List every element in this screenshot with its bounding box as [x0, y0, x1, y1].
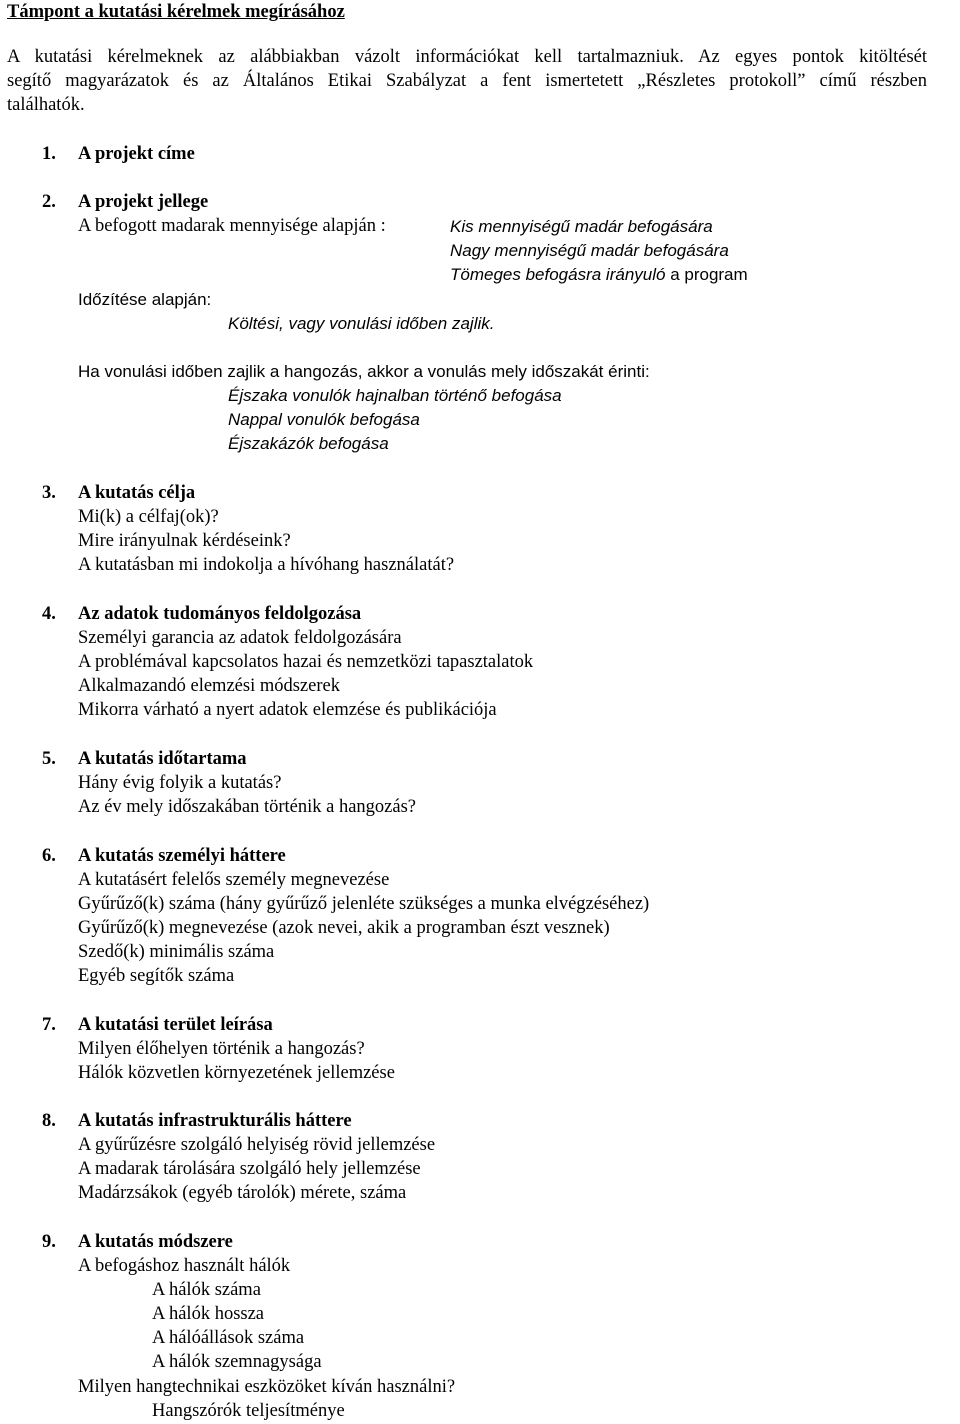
- section-3-heading: [42, 482, 195, 504]
- list-item: Mire irányulnak kérdéseink?: [78, 531, 291, 551]
- section-7-heading: [42, 1014, 273, 1036]
- section-title: A kutatás célja: [78, 483, 196, 503]
- section-title: A projekt jellege: [78, 192, 209, 212]
- list-item: Mikorra várható a nyert adatok elemzése és publikációja: [78, 700, 497, 720]
- section-number: 3.: [42, 483, 56, 503]
- list-item: Hálók közvetlen környezetének jellemzése: [78, 1063, 395, 1083]
- list-item: Egyéb segítők száma: [78, 966, 235, 986]
- list-item: Hangszórók teljesítménye: [152, 1401, 345, 1421]
- section-number: 8.: [42, 1111, 56, 1131]
- section-number: 6.: [42, 846, 56, 866]
- list-item: A problémával kapcsolatos hazai és nemzetközi tapasztalatok: [78, 652, 534, 672]
- section-5-heading: [42, 748, 247, 770]
- section-2-heading: [42, 191, 208, 213]
- section-title: A projekt címe: [78, 144, 195, 164]
- list-item: Gyűrűző(k) száma (hány gyűrűző jelenléte szükséges a munka elvégzéséhez): [78, 894, 650, 914]
- nets-label: A befogáshoz használt hálók: [78, 1256, 291, 1276]
- list-item: Gyűrűző(k) megnevezése (azok nevei, akik a programban észt vesznek): [78, 918, 610, 938]
- migration-question: Ha vonulási időben zajlik a hangozás, akkor a vonulás mely időszakát érinti:: [78, 362, 650, 381]
- section-6-heading: [42, 845, 286, 867]
- amount-option-3-rest: a program: [665, 265, 748, 284]
- section-number: 9.: [42, 1232, 56, 1252]
- intro-line-1: A kutatási kérelmeknek az alábbiakban vázolt információkat kell tartalmazniuk. Az egyes pontok kitöltését: [7, 47, 927, 67]
- section-title: A kutatás személyi háttere: [78, 846, 286, 866]
- amount-option-1: Kis mennyiségű madár befogására: [450, 217, 713, 236]
- intro-line-2: segítő magyarázatok és az Általános Etikai Szabályzat a fent ismertetett „Részletes protokoll” című részben: [7, 71, 927, 91]
- list-item: A kutatásban mi indokolja a hívóhang használatát?: [78, 555, 455, 575]
- timing-label: Időzítése alapján:: [78, 290, 212, 309]
- list-item: A hálók száma: [152, 1280, 261, 1300]
- section-number: 4.: [42, 604, 56, 624]
- section-1-heading: [42, 143, 195, 165]
- amount-option-3: [450, 264, 748, 286]
- amount-label: A befogott madarak mennyisége alapján :: [78, 216, 386, 236]
- section-9-heading: [42, 1231, 233, 1253]
- migration-option-3: Éjszakázók befogása: [228, 434, 389, 453]
- list-item: Madárzsákok (egyéb tárolók) mérete, száma: [78, 1183, 407, 1203]
- list-item: A hálók szemnagysága: [152, 1352, 322, 1372]
- section-title: A kutatás időtartama: [78, 749, 247, 769]
- section-8-heading: [42, 1110, 352, 1132]
- section-number: 2.: [42, 192, 56, 212]
- list-item: Az év mely időszakában történik a hangozás?: [78, 797, 417, 817]
- page-title: Támpont a kutatási kérelmek megírásához: [7, 2, 345, 22]
- section-4-heading: [42, 603, 361, 625]
- list-item: Személyi garancia az adatok feldolgozására: [78, 628, 402, 648]
- section-title: A kutatás módszere: [78, 1232, 233, 1252]
- section-title: A kutatási terület leírása: [78, 1015, 273, 1035]
- migration-option-2: Nappal vonulók befogása: [228, 410, 420, 429]
- section-number: 7.: [42, 1015, 56, 1035]
- list-item: A gyűrűzésre szolgáló helyiség rövid jellemzése: [78, 1135, 436, 1155]
- amount-option-2: Nagy mennyiségű madár befogására: [450, 241, 729, 260]
- list-item: Hány évig folyik a kutatás?: [78, 773, 282, 793]
- list-item: A hálóállások száma: [152, 1328, 305, 1348]
- migration-option-1: Éjszaka vonulók hajnalban történő befogása: [228, 386, 562, 405]
- amount-option-3-italic: Tömeges befogásra irányuló: [450, 265, 666, 284]
- list-item: A hálók hossza: [152, 1304, 265, 1324]
- section-title: A kutatás infrastrukturális háttere: [78, 1111, 352, 1131]
- section-number: 1.: [42, 144, 56, 164]
- list-item: Milyen élőhelyen történik a hangozás?: [78, 1039, 365, 1059]
- list-item: Mi(k) a célfaj(ok)?: [78, 507, 219, 527]
- list-item: Alkalmazandó elemzési módszerek: [78, 676, 340, 696]
- list-item: A madarak tárolására szolgáló hely jellemzése: [78, 1159, 421, 1179]
- sound-question: Milyen hangtechnikai eszközöket kíván használni?: [78, 1377, 456, 1397]
- list-item: A kutatásért felelős személy megnevezése: [78, 870, 390, 890]
- timing-option: Költési, vagy vonulási időben zajlik.: [228, 314, 495, 333]
- section-number: 5.: [42, 749, 56, 769]
- list-item: Szedő(k) minimális száma: [78, 942, 275, 962]
- section-title: Az adatok tudományos feldolgozása: [78, 604, 362, 624]
- intro-line-3: találhatók.: [7, 95, 85, 115]
